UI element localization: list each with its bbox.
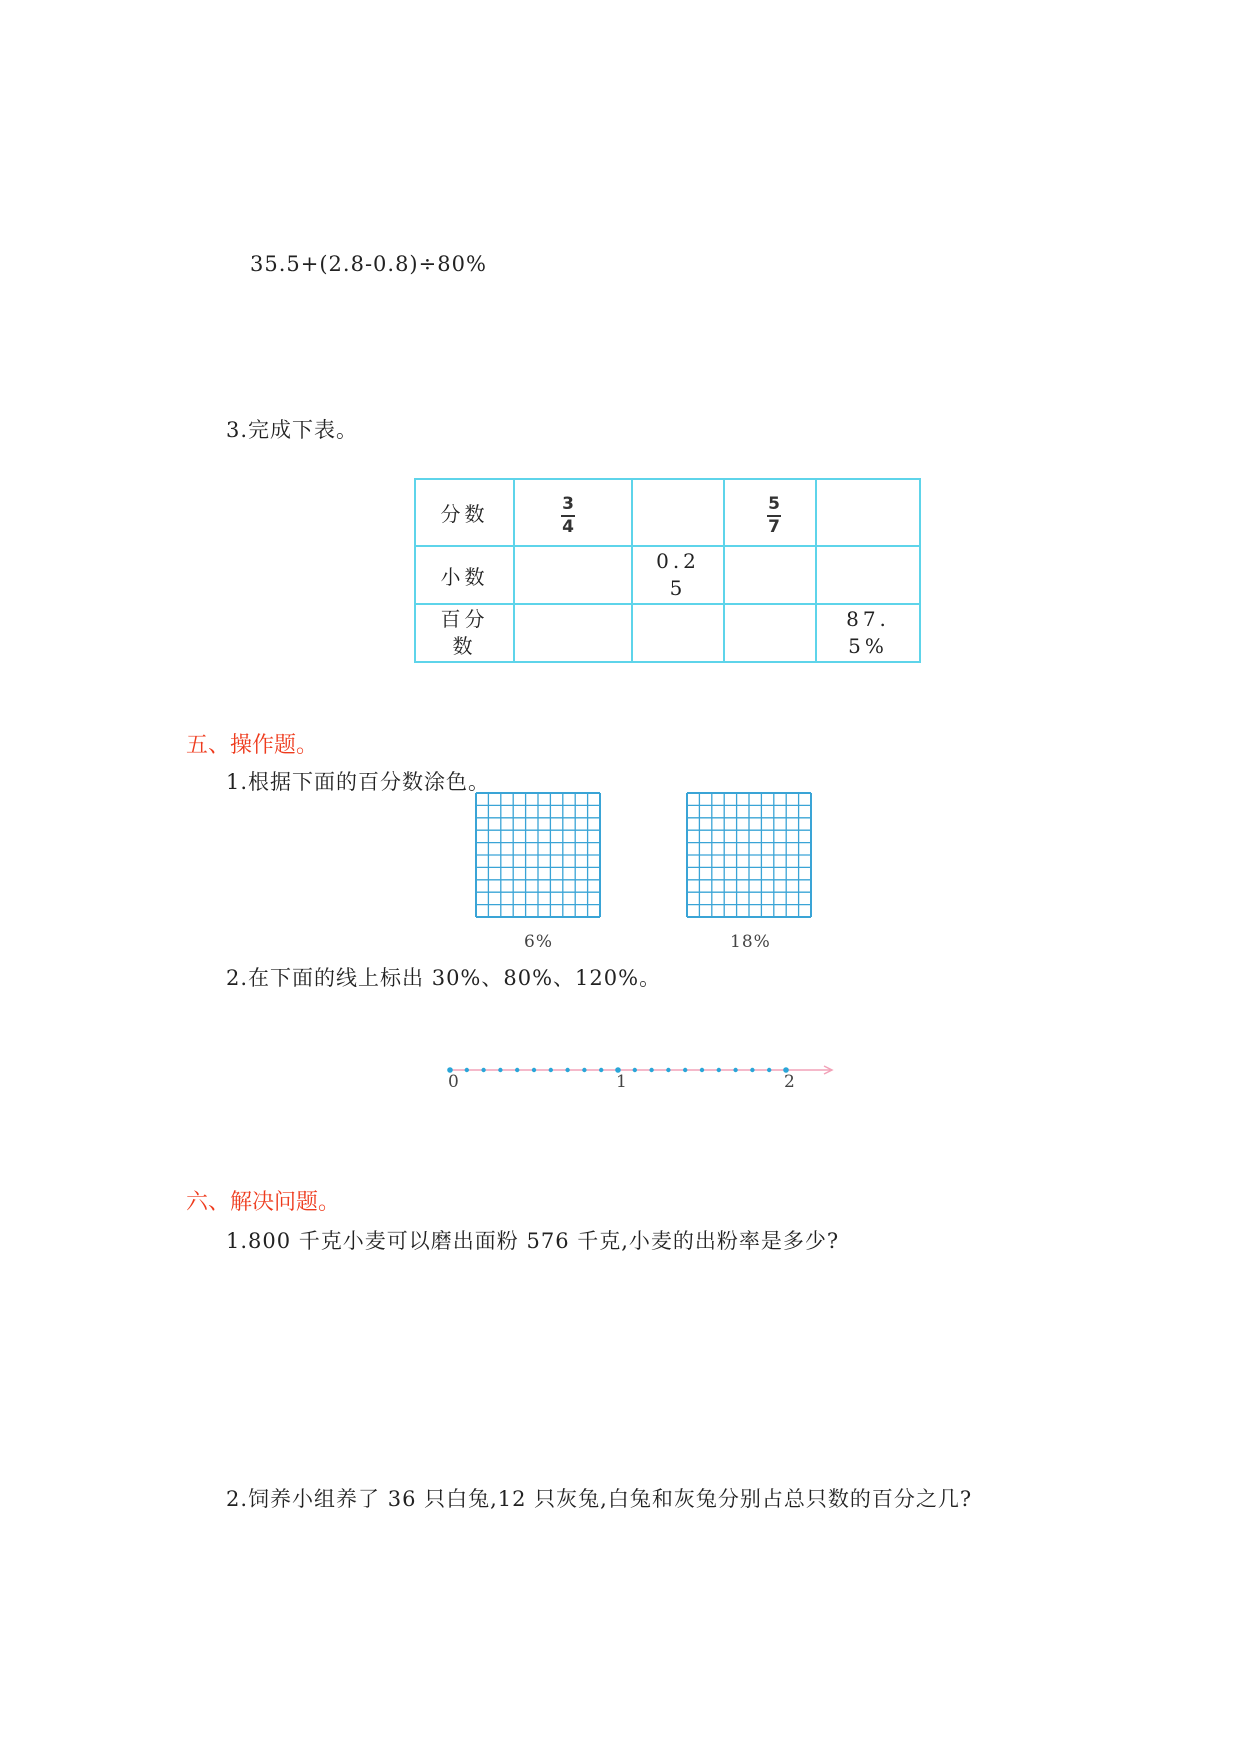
row-header-decimal (415, 546, 514, 604)
section-6-title: 六、解决问题。 (186, 1190, 341, 1215)
axis-tick-dot (532, 1068, 536, 1072)
blank-cell[interactable] (724, 604, 816, 662)
row-header-fraction (415, 479, 514, 546)
axis-tick-dot (465, 1068, 469, 1072)
percent-value-cell (816, 604, 920, 662)
axis-tick-dot (633, 1068, 637, 1072)
fraction-cell-5-7 (724, 479, 816, 546)
section-6-question-2: 2.饲养小组养了 36 只白兔,12 只灰兔,白兔和灰兔分别占总只数的百分之几? (226, 1487, 973, 1511)
axis-tick-dot (649, 1068, 653, 1072)
conversion-table (414, 478, 921, 663)
blank-cell[interactable] (816, 479, 920, 546)
fraction-cell-3-4 (514, 479, 632, 546)
axis-tick-dot (767, 1068, 771, 1072)
section-5-question-1: 1.根据下面的百分数涂色。 (226, 770, 491, 794)
row-header-label: 小数 (440, 564, 489, 589)
axis-tick-dot (481, 1068, 485, 1072)
decimal-value-cell (632, 546, 724, 604)
axis-label-0: 0 (448, 1072, 459, 1092)
axis-tick-dot (733, 1068, 737, 1072)
hundred-grid-18-percent[interactable] (686, 792, 812, 918)
axis-tick-dot (666, 1068, 670, 1072)
axis-tick-dot (683, 1068, 687, 1072)
axis-tick-dot (599, 1068, 603, 1072)
fraction-3-4: $\frac{3}{4}$ (562, 493, 574, 537)
section-6-question-1: 1.800 千克小麦可以磨出面粉 576 千克,小麦的出粉率是多少? (226, 1229, 840, 1253)
axis-tick-dot (582, 1068, 586, 1072)
blank-cell[interactable] (514, 546, 632, 604)
axis-tick-dot (717, 1068, 721, 1072)
blank-cell[interactable] (816, 546, 920, 604)
axis-tick-dot (700, 1068, 704, 1072)
blank-cell[interactable] (632, 604, 724, 662)
fraction-5-7: $\frac{5}{7}$ (768, 493, 780, 537)
grid-label-6-percent: 6% (524, 932, 553, 952)
section-5-title: 五、操作题。 (186, 733, 319, 758)
axis-tick-dot (565, 1068, 569, 1072)
grid-label-18-percent: 18% (730, 932, 771, 952)
axis-tick-dot (750, 1068, 754, 1072)
decimal-value: 0.25 (656, 549, 700, 600)
question-3-title: 3.完成下表。 (226, 418, 359, 442)
table-row-percent (415, 604, 920, 662)
axis-tick-dot (498, 1068, 502, 1072)
number-line[interactable] (440, 1060, 840, 1080)
table-row-decimal (415, 546, 920, 604)
table-row-fraction (415, 479, 920, 546)
percent-value: 87.5% (846, 607, 890, 658)
row-header-percent (415, 604, 514, 662)
axis-label-1: 1 (616, 1072, 627, 1092)
hundred-grid-6-percent[interactable] (475, 792, 601, 918)
axis-tick-dot (515, 1068, 519, 1072)
calc-expression: 35.5+(2.8-0.8)÷80% (250, 252, 487, 276)
blank-cell[interactable] (632, 479, 724, 546)
row-header-label: 百分数 (440, 607, 489, 658)
axis-tick-dot (549, 1068, 553, 1072)
blank-cell[interactable] (724, 546, 816, 604)
row-header-label: 分数 (440, 502, 489, 526)
blank-cell[interactable] (514, 604, 632, 662)
axis-label-2: 2 (784, 1072, 795, 1092)
section-5-question-2: 2.在下面的线上标出 30%、80%、120%。 (226, 966, 662, 990)
